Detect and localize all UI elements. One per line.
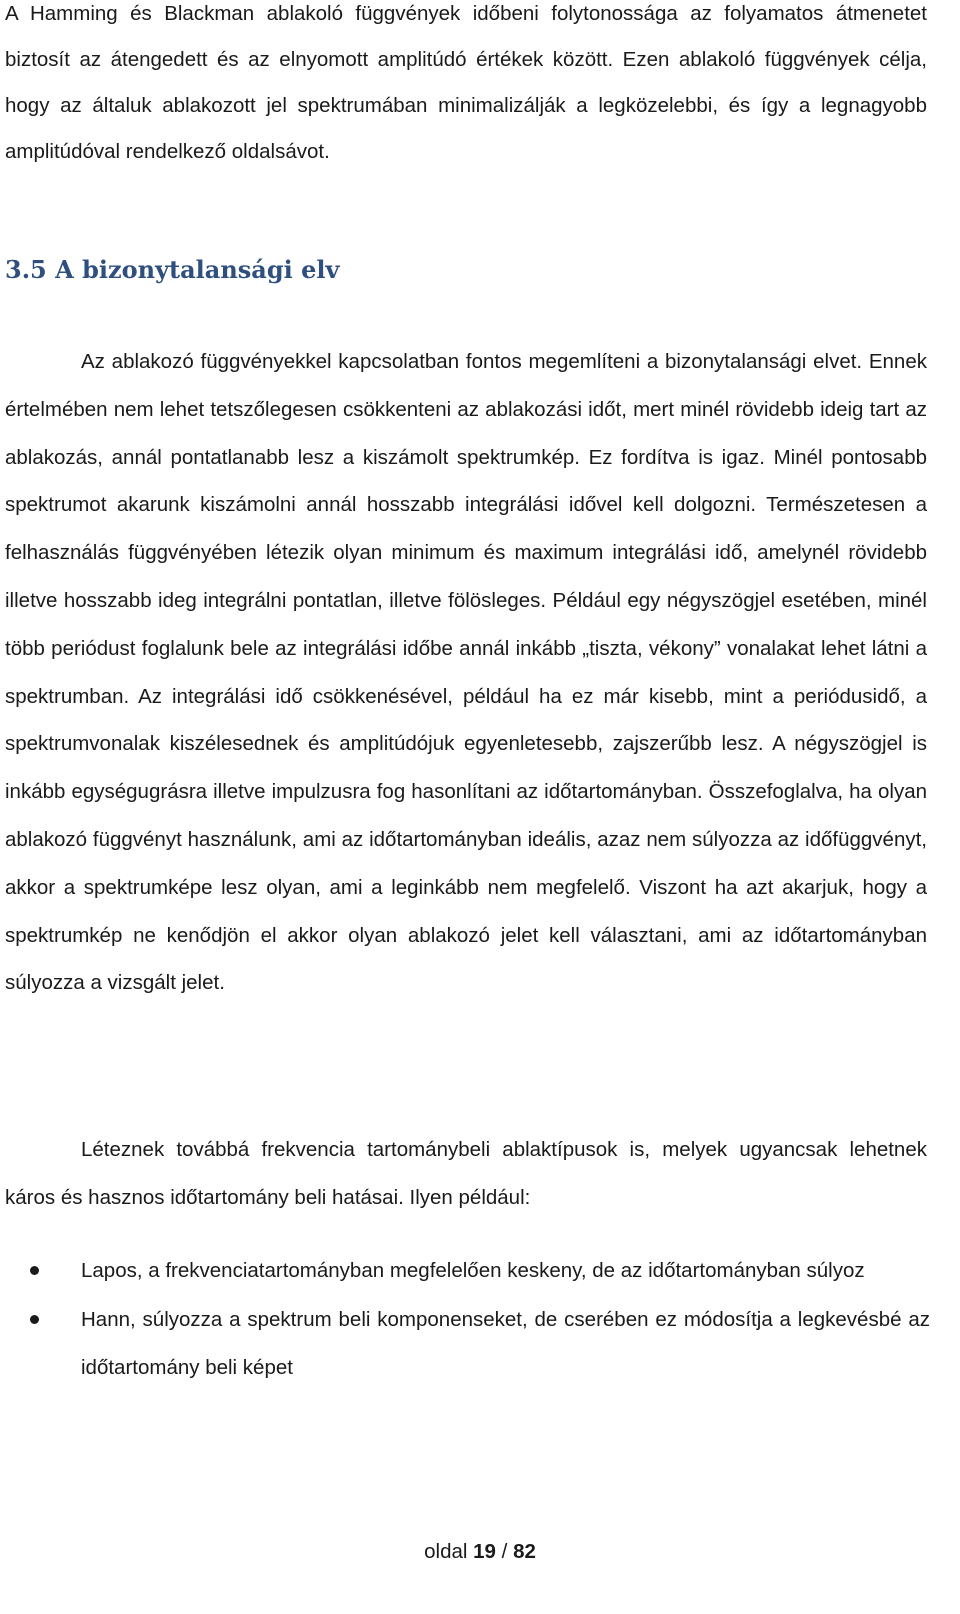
frequency-paragraph: Léteznek továbbá frekvencia tartománybeli ablaktípusok is, melyek ugyancsak lehetnek káros és hasznos időtartomány beli hatásai. Ilyen például:: [5, 1138, 927, 1209]
bullet-icon: [30, 1266, 39, 1275]
footer-separator: /: [501, 1540, 508, 1563]
footer-prefix: oldal: [424, 1540, 468, 1563]
total-page-number: 82: [513, 1540, 536, 1563]
intro-paragraph: A Hamming és Blackman ablakoló függvények időbeni folytonossága az folyamatos átmenetet biztosít az átengedett és az elnyomott amplitúdó értékek között. Ezen ablakoló függvények célja, hogy az általuk ablakozott jel spektrumában minimalizálják a legközelebbi, és így a legnagyobb amplitúdóval rendelkező oldalsávot.: [5, 2, 927, 163]
uncertainty-paragraph: Az ablakozó függvényekkel kapcsolatban fontos megemlíteni a bizonytalansági elvet. Ennek értelmében nem lehet tetszőlegesen csökkenteni az ablakozási időt, mert minél rövidebb ideig tart az ablakozás, annál pontatlanabb lesz a kiszámolt spektrumkép. Ez fordítva is igaz. Minél pontosabb spektrumot akarunk kiszámolni annál hosszabb integrálási idővel kell dolgozni. Természetesen a felhasználás függvényében létezik olyan minimum és maximum integrálási idő, amelynél rövidebb illetve hosszabb ideg integrálni pontatlan, illetve fölösleges. Például egy négyszögjel esetében, minél több periódust foglalunk bele az integrálási időbe annál inkább „tiszta, vékony” vonalakat lehet látni a spektrumban. Az integrálási idő csökkenésével, például ha ez már kisebb, mint a periódusidő, a spektrumvonalak kiszélesednek és amplitúdójuk egyenletesebb, zajszerűbb lesz. A négyszögjel is inkább egységugrásra illetve impulzusra fog hasonlítani az időtartományban. Összefoglalva, ha olyan ablakozó függvényt használunk, ami az időtartományban ideális, azaz nem súlyozza az időfüggvényt, akkor a spektrumképe lesz olyan, ami a leginkább nem megfelelő. Viszont ha azt akarjuk, hogy a spektrumkép ne kenődjön el akkor olyan ablakozó jelet kell választani, ami az időtartományban súlyozza a vizsgált jelet.: [5, 350, 927, 995]
bullet-icon: [30, 1315, 39, 1324]
list-item: [5, 1247, 930, 1295]
section-heading: 3.5 A bizonytalansági elv: [5, 255, 340, 284]
list-item: [5, 1296, 930, 1392]
list-item-text: Hann, súlyozza a spektrum beli komponenseket, de cserében ez módosítja a legkevésbé az időtartomány beli képet: [81, 1308, 930, 1379]
page-footer: [0, 1532, 960, 1572]
list-item-text: Lapos, a frekvenciatartományban megfelelően keskeny, de az időtartományban súlyoz: [81, 1259, 865, 1282]
window-types-list: [5, 1247, 930, 1393]
current-page-number: 19: [473, 1540, 496, 1563]
